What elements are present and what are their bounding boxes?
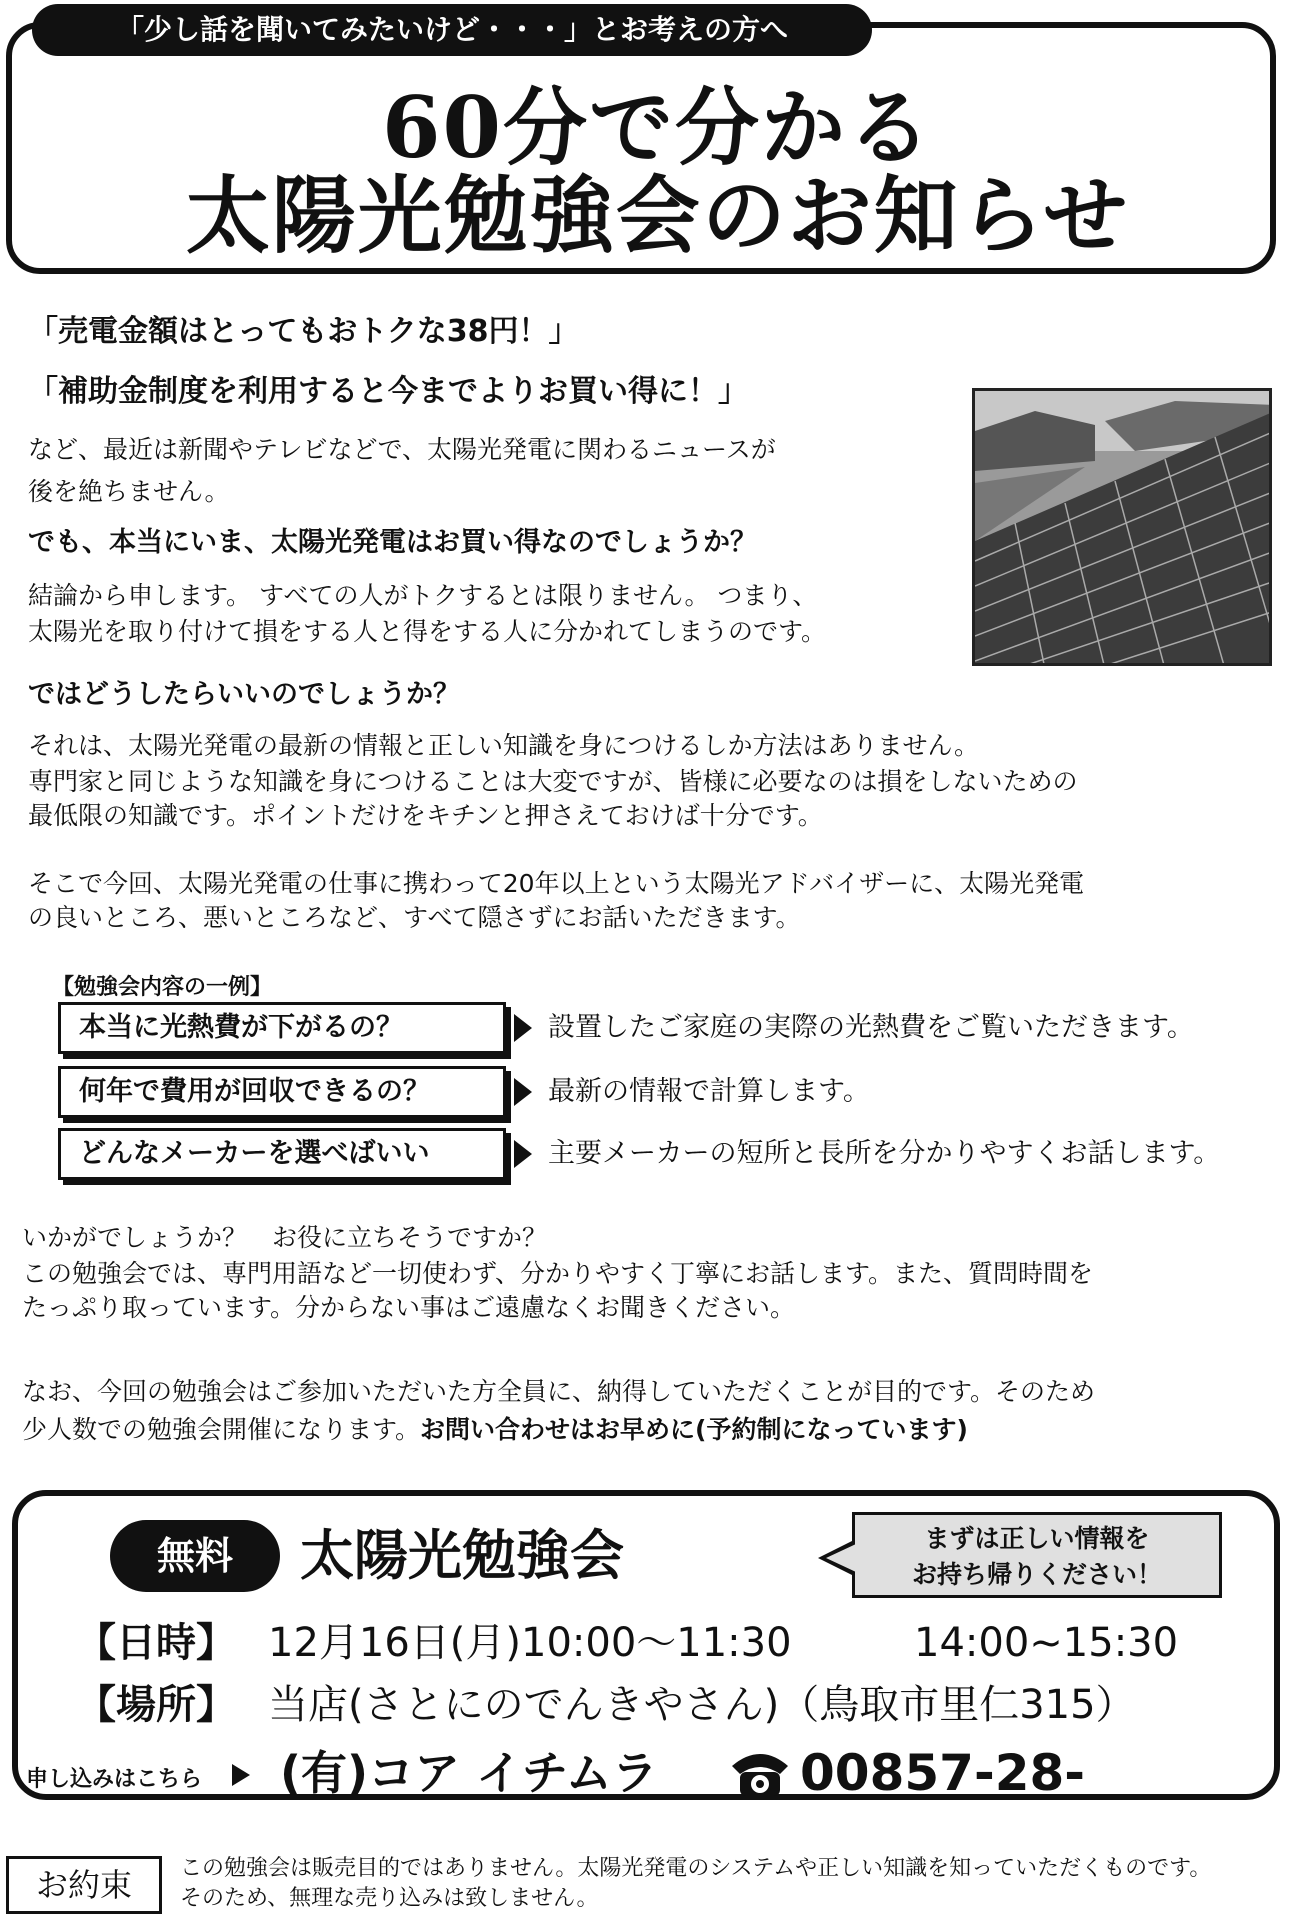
topic-answer-1: 設置したご家庭の実際の光熱費をご覧いただきます。 bbox=[548, 1012, 1194, 1043]
arrow-right-icon bbox=[232, 1764, 250, 1786]
page-title-line2: 太陽光勉強会のお知らせ bbox=[185, 166, 1130, 265]
para4-line1: そこで今回、太陽光発電の仕事に携わって20年以上という太陽光アドバイザーに、太陽光発電 bbox=[28, 869, 1085, 898]
question-2: ではどうしたらいいのでしょうか？ bbox=[28, 679, 460, 710]
company-name: (有)コア イチムラ bbox=[280, 1746, 658, 1800]
event-title: 太陽光勉強会 bbox=[300, 1524, 624, 1587]
speech-bubble bbox=[852, 1512, 1222, 1598]
place-label: 【場所】 bbox=[76, 1682, 236, 1728]
para2-line1: 結論から申します。 すべての人がトクするとは限りません。 つまり、 bbox=[28, 581, 818, 610]
para3-line1: それは、太陽光発電の最新の情報と正しい知識を身につけるしか方法はありません。 bbox=[28, 731, 980, 760]
para6-plain: 少人数での勉強会開催になります。 bbox=[22, 1415, 421, 1444]
page-title-line1: 60分で分かる bbox=[382, 78, 933, 177]
speech-bubble-tail-fill bbox=[826, 1544, 856, 1572]
phone-number[interactable]: 00857-28- bbox=[800, 1744, 1086, 1802]
topic-question-2: 何年で費用が回収できるの？ bbox=[58, 1066, 506, 1118]
reservation-notice: お問い合わせはお早めに(予約制になっています) bbox=[420, 1415, 968, 1444]
header-tag: 「少し話を聞いてみたいけど・・・」とお考えの方へ bbox=[32, 4, 872, 56]
para3-line2: 専門家と同じような知識を身につけることは大変ですが、皆様に必要なのは損をしないための bbox=[28, 767, 1078, 796]
topic-answer-3: 主要メーカーの短所と長所を分かりやすくお話します。 bbox=[548, 1138, 1221, 1169]
place-value: 当店(さとにのでんきやさん)（鳥取市里仁315） bbox=[268, 1682, 1136, 1728]
promise-text bbox=[180, 1854, 1310, 1914]
date-value-2: 14:00~15:30 bbox=[914, 1620, 1179, 1666]
para5-line2: この勉強会では、専門用語など一切使わず、分かりやすく丁寧にお話します。また、質問時間を bbox=[22, 1259, 1094, 1288]
promise-line2: そのため、無理な売り込みは致しません。 bbox=[180, 1886, 599, 1911]
topics-label: 【勉強会内容の一例】 bbox=[52, 975, 273, 1000]
promise-line1: この勉強会は販売目的ではありません。太陽光発電のシステムや正しい知識を知っていただくものです。 bbox=[180, 1856, 1212, 1881]
topic-question-3: どんなメーカーを選べばいい bbox=[58, 1128, 506, 1180]
solar-panel-icon bbox=[975, 391, 1272, 666]
promise-label: お約束 bbox=[6, 1856, 162, 1914]
para2-line2: 太陽光を取り付けて損をする人と得をする人に分かれてしまうのです。 bbox=[28, 617, 827, 646]
para4-line2: の良いところ、悪いところなど、すべて隠さずにお話いただきます。 bbox=[28, 903, 801, 932]
date-label: 【日時】 bbox=[76, 1620, 236, 1666]
para6-line2 bbox=[22, 1414, 968, 1446]
date-value: 12月16日(月)10:00～11:30 bbox=[268, 1620, 792, 1666]
para6-line1: なお、今回の勉強会はご参加いただいた方全員に、納得していただくことが目的です。そのため bbox=[22, 1377, 1096, 1406]
arrow-right-icon bbox=[514, 1140, 532, 1168]
para1-line2: 後を絶ちません。 bbox=[28, 477, 230, 506]
apply-label: 申し込みはこちら bbox=[26, 1767, 203, 1792]
telephone-icon bbox=[728, 1746, 792, 1800]
para3-line3: 最低限の知識です。ポイントだけをキチンと押さえておけば十分です。 bbox=[28, 801, 823, 830]
para1-line1: など、最近は新聞やテレビなどで、太陽光発電に関わるニュースが bbox=[28, 435, 776, 464]
free-badge: 無料 bbox=[110, 1520, 280, 1592]
para5-line1: いかがでしょうか？ お役に立ちそうですか？ bbox=[22, 1223, 548, 1252]
arrow-right-icon bbox=[514, 1078, 532, 1106]
para5-line3: たっぷり取っています。分からない事はご遠慮なくお聞きください。 bbox=[22, 1293, 796, 1322]
arrow-right-icon bbox=[514, 1014, 532, 1042]
bubble-line1: まずは正しい情報を bbox=[924, 1524, 1150, 1553]
bubble-line2: お持ち帰りください！ bbox=[911, 1560, 1162, 1589]
question-1: でも、本当にいま、太陽光発電はお買い得なのでしょうか？ bbox=[28, 527, 757, 558]
headline-2: 「補助金制度を利用すると今までよりお買い得に！」 bbox=[28, 374, 748, 409]
solar-panel-photo bbox=[972, 388, 1272, 666]
topic-answer-2: 最新の情報で計算します。 bbox=[548, 1076, 870, 1107]
headline-1: 「売電金額はとってもおトクな38円！」 bbox=[28, 314, 579, 349]
topic-question-1: 本当に光熱費が下がるの？ bbox=[58, 1002, 506, 1054]
